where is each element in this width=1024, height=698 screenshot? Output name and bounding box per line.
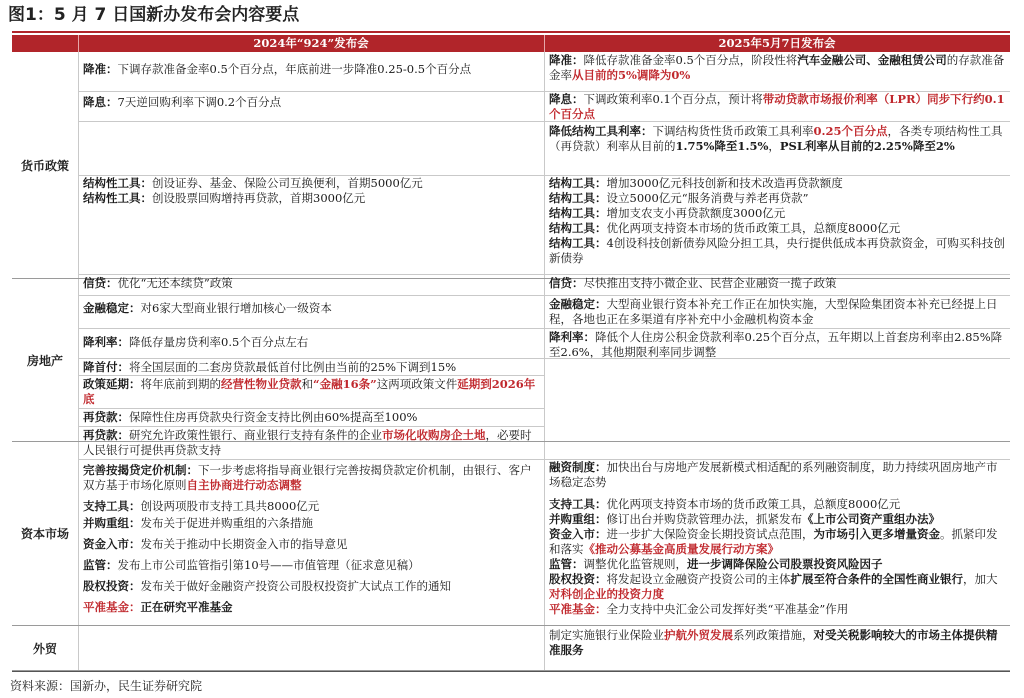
- right-structural-tool-rate: 降低结构工具利率：下调结构货性货币政策工具利率0.25个百分点，各类专项结构性工具（再贷款）利率从目前的1.75%降至1.5%，PSL利率从目前的2.25%降至2%: [549, 124, 1003, 153]
- category-real-estate: 房地产: [26, 353, 63, 368]
- right-rrr-cut: 降准：降低存款准备金率0.5个百分点，阶段性将汽车金融公司、金融租赁公司的存款准备金率从目前的5%调降为0%: [549, 53, 1005, 82]
- left-rate-cut: 降息：7天逆回购利率下调0.2个百分点: [83, 95, 282, 109]
- left-re-policy-extension: 政策延期：将年底前到期的经营性物业贷款和“金融16条”这两项政策文件延期到2026年底: [83, 377, 536, 406]
- table-header: [12, 35, 1010, 52]
- left-financial-stability: 金融稳定：对6家大型商业银行增加核心一级资本: [83, 301, 332, 315]
- right-foreign-trade: 制定实施银行业保险业护航外贸发展系列政策措施，对受关税影响较大的市场主体提供精准服务: [549, 628, 998, 657]
- left-structural-tools: 结构性工具：创设证券、基金、保险公司互换便利，首期5000亿元 结构性工具：创设股票回购增持再贷款，首期3000亿元: [83, 176, 423, 205]
- left-re-relending-housing: 再贷款：保障性住房再贷款央行资金支持比例由60%提高至100%: [83, 410, 418, 424]
- header-2024: 2024年“924”发布会: [253, 36, 369, 50]
- page-title: 图1：5 月 7 日国新办发布会内容要点: [8, 5, 300, 25]
- source-note: 资料来源：国新办，民生证券研究院: [10, 679, 203, 693]
- header-2025: 2025年5月7日发布会: [718, 36, 836, 50]
- right-financial-stability: 金融稳定：大型商业银行资本补充工作正在加快实施，大型保险集团资本补充已经提上日程，各地也正在多渠道有序补充中小金融机构资本金: [549, 297, 998, 326]
- right-re-rate-cut: 降利率：降低个人住房公积金贷款利率0.25个百分点，五年期以上首套房利率由2.85%降至2.6%，其他期限利率同步调整: [549, 330, 1003, 358]
- right-rate-cut: 降息：下调政策利率0.1个百分点，预计将带动贷款市场报价利率（LPR）同步下行约0.1个百分点: [549, 92, 1005, 121]
- left-re-down-payment: 降首付：将全国层面的二套房贷款最低首付比例由当前的25%下调到15%: [83, 360, 457, 374]
- comparison-table: [12, 52, 1010, 671]
- left-re-relending-land: 再贷款：研究允许政策性银行、商业银行支持有条件的企业市场化收购房企土地，必要时人民银行可提供再贷款支持: [83, 428, 532, 457]
- left-rrr-cut: 降准：下调存款准备金率0.5个百分点，年底前进一步降准0.25-0.5个百分点: [83, 62, 472, 76]
- right-structural-tools: 结构工具：增加3000亿元科技创新和技术改造再贷款额度 结构工具：设立5000亿元“服务消费与养老再贷款” 结构工具：增加支农支小再贷款额度3000亿元 结构工具：优化两项支持资本市场的货币政策工具，总额度8000亿元 结构工具：4创设科技创新债券风险分担工具，央行提供低成本再贷款资金，可购买科技创新债券: [549, 176, 1005, 265]
- category-foreign-trade: 外贸: [32, 641, 57, 656]
- title-rule: [12, 31, 1010, 33]
- category-monetary-policy: 货币政策: [20, 158, 69, 173]
- left-re-mortgage-pricing: 完善按揭贷定价机制：下一步考虑将指导商业银行完善按揭贷款定价机制，由银行、客户双方基于市场化原则自主协商进行动态调整: [83, 463, 532, 492]
- right-capital-market: 支持工具：优化两项支持资本市场的货币政策工具，总额度8000亿元 并购重组：修订出台并购贷款管理办法，抓紧发布《上市公司资产重组办法》 资金入市：进一步扩大保险资金长期投资试点范围，为市场引入更多增量资金。抓紧印发和落实《推动公募基金高质量发展行动方案》 监管：调整优化监管规则，进一步调降保险公司股票投资风险因子 股权投资：将发起设立金融资产投资公司的主体扩展至符合条件的全国性商业银行，加大对科创企业的投资力度 平准基金：全力支持中央汇金公司发挥好类“平准基金”作用: [549, 497, 998, 616]
- left-capital-market: 支持工具：创设两项股市支持工具共8000亿元 并购重组：发布关于促进并购重组的六条措施 资金入市：发布关于推动中长期资金入市的指导意见 监管：发布上市公司监管指引第10号——市值管理（征求意见稿） 股权投资：发布关于做好金融资产投资公司股权投资扩大试点工作的通知 平准基金：正在研究平准基金: [83, 499, 451, 614]
- left-re-rate-cut: 降利率：降低存量房贷利率0.5个百分点左右: [83, 335, 309, 349]
- right-re-financing-system: 融资制度：加快出台与房地产发展新模式相适配的系列融资制度，助力持续巩固房地产市场稳定态势: [549, 460, 998, 489]
- left-credit: 信贷：优化“无还本续贷”政策: [83, 276, 233, 290]
- right-credit: 信贷：尽快推出支持小微企业、民营企业融资一揽子政策: [549, 276, 837, 290]
- table-bottom-rule: [12, 671, 1010, 672]
- category-capital-market: 资本市场: [20, 527, 69, 541]
